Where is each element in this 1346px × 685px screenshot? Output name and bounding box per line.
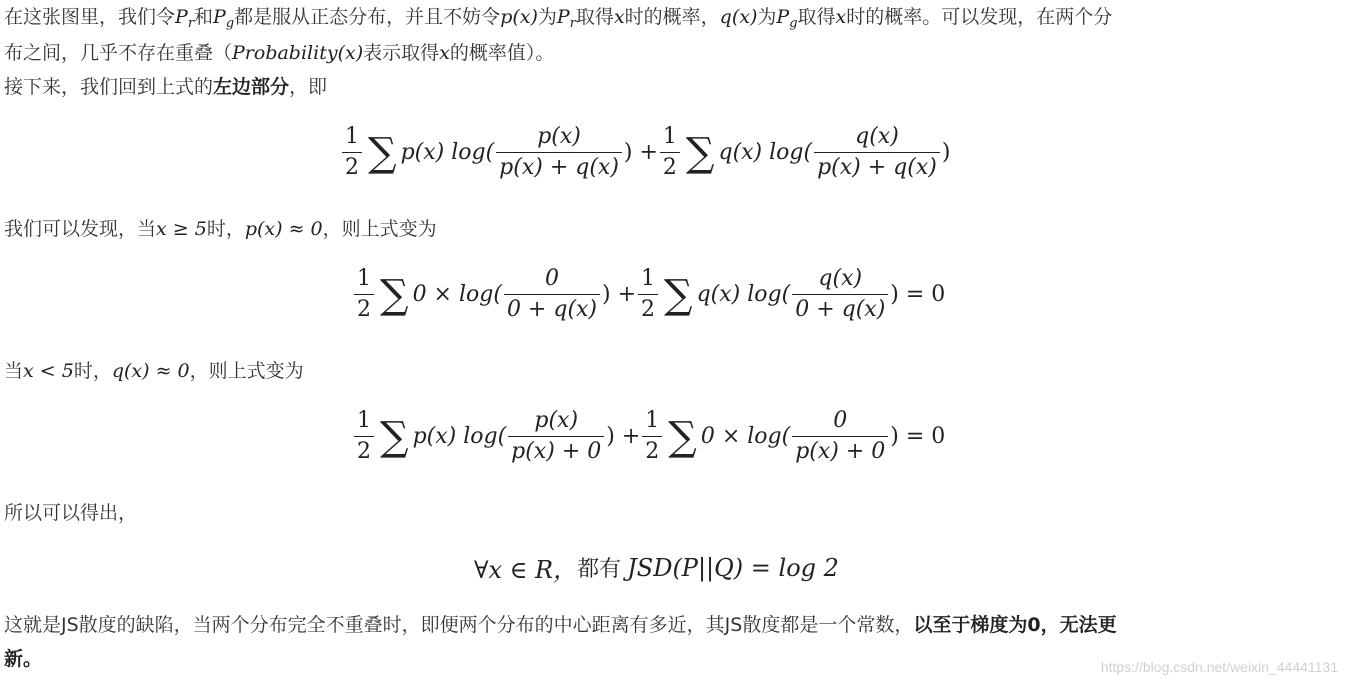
fraction: $\frac{0}{0 + q(x)}$ bbox=[504, 264, 600, 325]
equation-2: $\frac{1}{2}$ ∑ 0 × log( $\frac{0}{0 + q(x)}$ ) + $\frac{1}{2}$ ∑ q(x) log( $\frac{q(x)}{0 + q(x)}$ ) = 0 bbox=[352, 264, 945, 325]
fraction: $\frac{p(x)}{p(x) + 0}$ bbox=[508, 406, 604, 467]
math-Pr: $P_r$ bbox=[556, 6, 576, 31]
fraction-half: $\frac{1}{2}$ bbox=[354, 264, 374, 325]
math-x: x bbox=[613, 6, 625, 28]
math-px: p(x) bbox=[500, 6, 538, 28]
paragraph-6: 所以可以得出， bbox=[4, 502, 138, 524]
sum-symbol: ∑ bbox=[368, 129, 397, 176]
equation-1: $\frac{1}{2}$ ∑ p(x) log( $\frac{p(x)}{p(x) + q(x)}$ ) + $\frac{1}{2}$ ∑ q(x) log( $\frac{q(x)}{p(x) + q(x)}$ ) bbox=[340, 122, 950, 183]
sum-symbol: ∑ bbox=[668, 413, 697, 460]
sum-symbol: ∑ bbox=[380, 413, 409, 460]
fraction-half: $\frac{1}{2}$ bbox=[638, 264, 658, 325]
paragraph-3: 接下来，我们回到上式的左边部分，即 bbox=[4, 76, 328, 98]
math-x: x bbox=[835, 6, 847, 28]
sum-symbol: ∑ bbox=[380, 271, 409, 318]
equation-3: $\frac{1}{2}$ ∑ p(x) log( $\frac{p(x)}{p(x) + 0}$ ) + $\frac{1}{2}$ ∑ 0 × log( $\frac{0}{p(x) + 0}$ ) = 0 bbox=[352, 406, 945, 467]
paragraph-2: 布之间，几乎不存在重叠（Probability(x)表示取得x的概率值）。 bbox=[4, 42, 555, 64]
fraction: $\frac{0}{p(x) + 0}$ bbox=[792, 406, 888, 467]
math-Pg: $P_g$ bbox=[213, 6, 235, 31]
math-qx: q(x) bbox=[719, 6, 758, 28]
sum-symbol: ∑ bbox=[664, 271, 693, 318]
watermark: https://blog.csdn.net/weixin_44441131 bbox=[1100, 659, 1338, 675]
bold-text: 左边部分 bbox=[213, 76, 290, 98]
equation-conclusion: ∀x ∈ R， 都有 JSD(P||Q) = log 2 bbox=[474, 553, 839, 584]
paragraph-4: 我们可以发现，当x ≥ 5时，p(x) ≈ 0，则上式变为 bbox=[4, 218, 437, 240]
math-Pg: $P_g$ bbox=[776, 6, 798, 31]
paragraph-5: 当x < 5时，q(x) ≈ 0，则上式变为 bbox=[4, 360, 304, 382]
math-Pr: $P_r$ bbox=[175, 6, 195, 31]
bold-text: 以至于梯度为0，无法更 bbox=[913, 614, 1117, 636]
fraction-half: $\frac{1}{2}$ bbox=[642, 406, 662, 467]
fraction: $\frac{q(x)}{0 + q(x)}$ bbox=[792, 264, 888, 325]
bold-text: 新。 bbox=[4, 648, 43, 670]
text: 在这张图里，我们令 bbox=[4, 6, 176, 28]
fraction: $\frac{q(x)}{p(x) + q(x)}$ bbox=[814, 122, 940, 183]
paragraph-7: 这就是JS散度的缺陷，当两个分布完全不重叠时，即便两个分布的中心距离有多近，其JS散度都是一个常数，以至于梯度为0，无法更 bbox=[4, 614, 1117, 636]
fraction-half: $\frac{1}{2}$ bbox=[354, 406, 374, 467]
math-x: x bbox=[439, 42, 450, 64]
paragraph-8 bbox=[4, 646, 42, 673]
paragraph-1: 在这张图里，我们令$P_r$和$P_g$都是服从正态分布，并且不妨令p(x)为$P_r$取得x时的概率，q(x)为$P_g$取得x时的概率。可以发现，在两个分 bbox=[4, 6, 1113, 31]
math-probability: Probability(x) bbox=[232, 42, 364, 64]
sum-symbol: ∑ bbox=[685, 129, 715, 176]
fraction-half: $\frac{1}{2}$ bbox=[342, 122, 362, 183]
fraction: $\frac{p(x)}{p(x) + q(x)}$ bbox=[496, 122, 622, 183]
fraction-half: $\frac{1}{2}$ bbox=[660, 122, 680, 183]
